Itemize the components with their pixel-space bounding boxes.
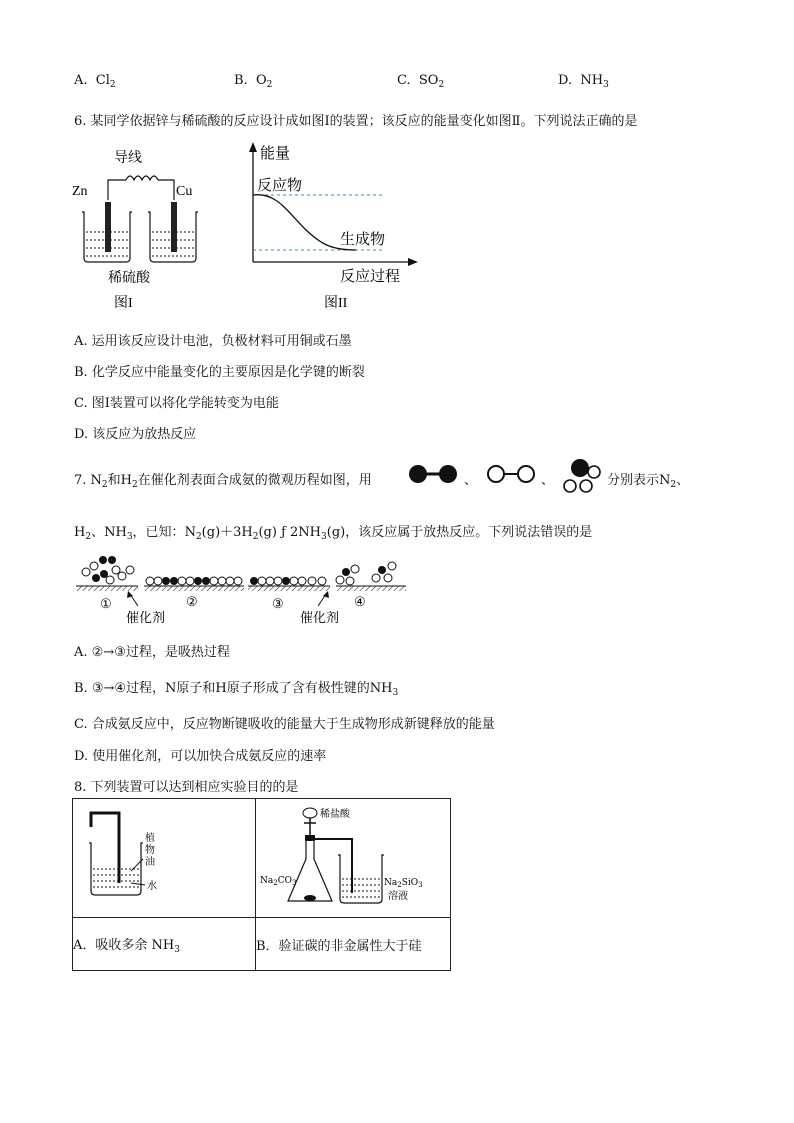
q7-sep2: 、 (541, 473, 555, 488)
q6-figure-2 (236, 140, 426, 320)
acid-label-b: 稀盐酸 (320, 809, 350, 820)
q6-option-d: D. 该反应为放热反应 (74, 427, 197, 442)
surface-2 (144, 586, 244, 591)
test-beaker (338, 855, 384, 903)
q7-process-figure (72, 556, 412, 630)
zn-label: Zn (72, 184, 88, 199)
oil-water-apparatus (73, 799, 255, 913)
carbonate-silicate-apparatus (256, 799, 450, 913)
na2co3-label: $Na_2CO_3$ (260, 876, 297, 887)
na2sio3-label: $Na_2SiO_3$ (384, 878, 423, 889)
fig1-wire-label: 导线 (114, 151, 142, 166)
surface-4 (336, 586, 406, 591)
q8-stem: 8. 下列装置可以达到相应实验目的的是 (74, 780, 299, 795)
fig2-ylabel: 能量 (260, 144, 291, 162)
oil-label-1: 植 (145, 833, 155, 844)
q5-option-a: A. $Cl_2$ (74, 73, 116, 90)
q7-option-d: D. 使用催化剂，可以加快合成氨反应的速率 (74, 749, 327, 764)
q8-table (72, 798, 451, 971)
fig2-xlabel: 反应过程 (340, 267, 401, 285)
step-1-label: ① (100, 597, 112, 612)
funnel-bulb (303, 808, 317, 818)
solution-label: 溶液 (388, 891, 408, 902)
q7-option-c: C. 合成氨反应中，反应物断键吸收的能量大于生成物形成新键释放的能量 (74, 717, 495, 732)
cu-electrode (171, 202, 177, 252)
product-label: 生成物 (340, 230, 386, 248)
catalyst-label-1: 催化剂 (126, 611, 166, 626)
q6-option-a: A. 运用该反应设计电池，负极材料可用铜或石墨 (74, 334, 352, 349)
delivery-tube (91, 813, 119, 883)
fig1-caption: 图I (114, 296, 133, 311)
conical-flask (288, 841, 332, 901)
q8-cell-b-caption: B．验证碳的非金属性大于硅 (256, 918, 451, 971)
q8-cell-a-caption: A．吸收多余 $NH_3$ (73, 918, 256, 971)
surface-3 (248, 586, 330, 591)
wire-left (108, 180, 126, 200)
q7-stem-line1-end: 分别表示$N_2$、 (607, 473, 690, 490)
step-4-label: ④ (354, 595, 366, 610)
q6-option-c: C. 图Ⅰ装置可以将化学能转变为电能 (74, 396, 279, 411)
q7-option-a: A. ②→③过程，是吸热过程 (74, 645, 230, 660)
stopper (305, 835, 315, 841)
wire-right (158, 180, 174, 200)
fig2-caption: 图II (324, 296, 348, 311)
n2-molecule-icon (406, 462, 466, 486)
q8-cell-b-figure (256, 799, 451, 918)
step-3-label: ③ (272, 597, 284, 612)
q5-option-c: C. $SO_2$ (397, 73, 445, 90)
cu-label: Cu (176, 184, 193, 199)
q8-cell-a-figure (73, 799, 256, 918)
q5-option-d: D. $NH_3$ (558, 73, 609, 90)
q5-option-b: B. $O_2$ (234, 73, 273, 90)
q6-figure-1 (68, 140, 208, 320)
q7-option-b: B. ③→④过程，N原子和H原子形成了含有极性键的$NH_3$ (74, 681, 399, 698)
step-2-label: ② (186, 595, 198, 610)
q7-stem-line2: $H_2$、$NH_3$，已知：$N_2(g)+3H_2(g)$ ƒ $2NH_3(g)$，该反应属于放热反应。下列说法错误的是 (74, 525, 593, 542)
q7-sep1: 、 (464, 473, 478, 488)
catalyst-label-2: 催化剂 (300, 611, 340, 626)
oil-label-3: 油 (145, 857, 155, 868)
reactant-label: 反应物 (257, 176, 303, 194)
zn-electrode (105, 202, 111, 252)
surface-1 (76, 586, 138, 591)
q6-option-b: B. 化学反应中能量变化的主要原因是化学键的断裂 (74, 365, 365, 380)
water-label: 水 (147, 881, 157, 892)
q6-stem: 6. 某同学依据锌与稀硫酸的反应设计成如图Ⅰ的装置；该反应的能量变化如图Ⅱ。下列说法正确的是 (74, 114, 638, 129)
acid-label: 稀硫酸 (108, 270, 150, 286)
wire-coil (126, 176, 158, 180)
oil-label-2: 物 (145, 845, 155, 856)
nh3-molecule-icon (558, 458, 608, 494)
h2-molecule-icon (486, 462, 538, 486)
q7-stem-line1: 7. $N_2$和$H_2$在催化剂表面合成氨的微观历程如图，用 (74, 473, 372, 490)
